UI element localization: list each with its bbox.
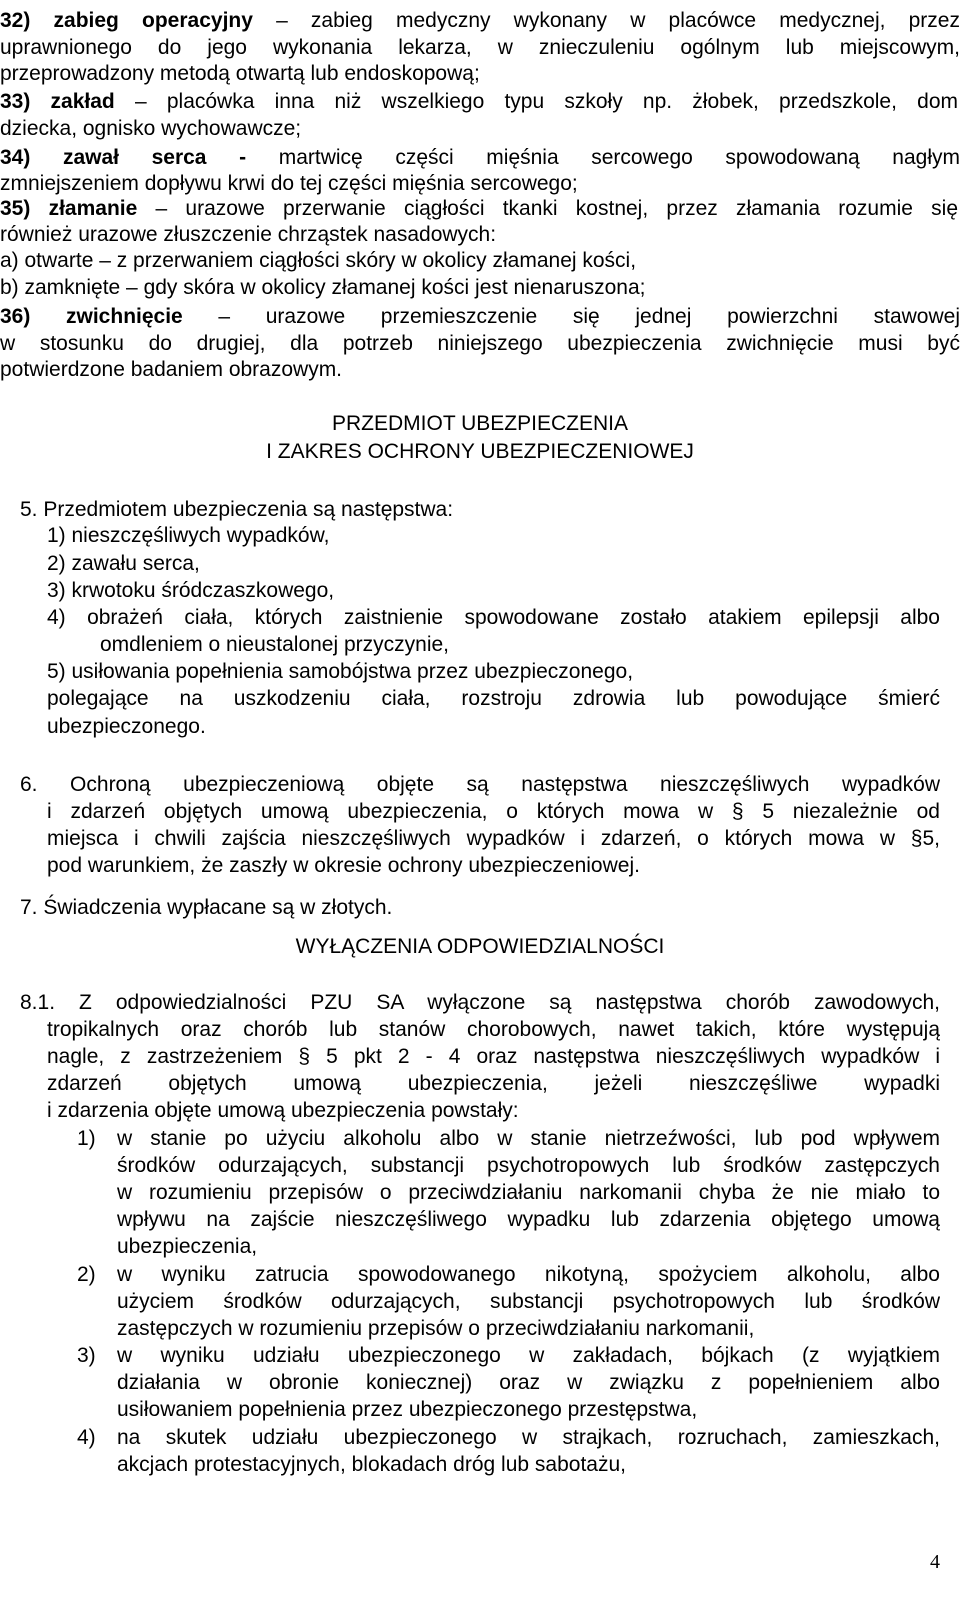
- s8-item-3-line1: w wyniku udziału ubezpieczonego w zakładach, bójkach (z wyjątkiem: [117, 1344, 940, 1367]
- def-36-line2: w stosunku do drugiej, dla potrzeb niniejszego ubezpieczenia zwichnięcie musi być: [0, 332, 960, 355]
- s5-item-5: 5) usiłowania popełnienia samobójstwa przez ubezpieczonego,: [47, 660, 634, 683]
- s8-item-4-line1: na skutek udziału ubezpieczonego w strajkach, rozruchach, zamieszkach,: [117, 1426, 940, 1449]
- s8-line5: i zdarzenia objęte umową ubezpieczenia powstały:: [47, 1099, 519, 1122]
- s5-item-1: 1) nieszczęśliwych wypadków,: [47, 524, 330, 547]
- s8-item-4-num: 4): [77, 1426, 96, 1449]
- def-34-line2: zmniejszeniem dopływu krwi do tej części mięśnia sercowego;: [0, 172, 578, 195]
- s8-line4: zdarzeń objętych umową ubezpieczenia, jeżeli nieszczęśliwe wypadki: [47, 1072, 940, 1095]
- s8-item-3-line3: usiłowaniem popełnienia przez ubezpieczonego przestępstwa,: [117, 1398, 698, 1421]
- s5-intro: 5. Przedmiotem ubezpieczenia są następstwa:: [20, 498, 454, 521]
- s8-item-2-line1: w wyniku zatrucia spowodowanego nikotyną, spożyciem alkoholu, albo: [117, 1263, 940, 1286]
- s8-item-1-line4: wpływu na zajście nieszczęśliwego wypadku lub zdarzenia objętego umową: [117, 1208, 940, 1231]
- s8-line1: 8.1. Z odpowiedzialności PZU SA wyłączone są następstwa chorób zawodowych,: [20, 991, 940, 1014]
- s5-item-4: 4) obrażeń ciała, których zaistnienie spowodowane zostało atakiem epilepsji albo: [47, 606, 940, 629]
- s6-line2: i zdarzeń objętych umową ubezpieczenia, o których mowa w § 5 niezależnie od: [47, 800, 940, 823]
- def-33-line2: dziecka, ognisko wychowawcze;: [0, 117, 302, 140]
- def-32-line3: przeprowadzony metodą otwartą lub endoskopową;: [0, 62, 480, 85]
- s8-item-2-num: 2): [77, 1263, 96, 1286]
- def-36-line1: 36) zwichnięcie – urazowe przemieszczenie się jednej powierzchni stawowej: [0, 305, 960, 328]
- s8-item-3-line2: działania w obronie koniecznej) oraz w związku z popełnieniem albo: [117, 1371, 940, 1394]
- s8-item-2-line3: zastępczych w rozumieniu przepisów o przeciwdziałaniu narkomanii,: [117, 1317, 755, 1340]
- def-35-line1: 35) złamanie – urazowe przerwanie ciągłości tkanki kostnej, przez złamania rozumie się: [0, 197, 958, 220]
- def-35-line4: b) zamknięte – gdy skóra w okolicy złamanej kości jest nienaruszona;: [0, 276, 646, 299]
- s8-item-1-line3: w rozumieniu przepisów o przeciwdziałaniu narkomanii chyba że nie miało to: [117, 1181, 940, 1204]
- s8-item-1-line2: środków odurzających, substancji psychotropowych lub środków zastępczych: [117, 1154, 940, 1177]
- s5-tail-2: ubezpieczonego.: [47, 715, 206, 738]
- section-heading-wylaczenia: WYŁĄCZENIA ODPOWIEDZIALNOŚCI: [295, 935, 665, 958]
- s8-item-1-num: 1): [77, 1127, 96, 1150]
- s8-item-1-line5: ubezpieczenia,: [117, 1235, 258, 1258]
- s8-item-4-line2: akcjach protestacyjnych, blokadach dróg lub sabotażu,: [117, 1453, 626, 1476]
- s5-item-4-cont: omdleniem o nieustalonej przyczynie,: [100, 633, 450, 656]
- def-32-line1: 32) zabieg operacyjny – zabieg medyczny wykonany w placówce medycznej, przez: [0, 9, 960, 32]
- section-heading-przedmiot: PRZEDMIOT UBEZPIECZENIA: [332, 412, 628, 435]
- def-35-line2: również urazowe złuszczenie chrząstek nasadowych:: [0, 223, 497, 246]
- s8-item-2-line2: użyciem środków odurzających, substancji psychotropowych lub środków: [117, 1290, 940, 1313]
- s5-item-2: 2) zawału serca,: [47, 552, 200, 575]
- def-34-line1: 34) zawał serca - martwicę części mięśnia sercowego spowodowaną nagłym: [0, 146, 960, 169]
- s8-line3: nagle, z zastrzeżeniem § 5 pkt 2 - 4 oraz następstwa nieszczęśliwych wypadków i: [47, 1045, 940, 1068]
- s5-tail-1: polegające na uszkodzeniu ciała, rozstroju zdrowia lub powodujące śmierć: [47, 687, 940, 710]
- s5-item-3: 3) krwotoku śródczaszkowego,: [47, 579, 335, 602]
- s6-line1: 6. Ochroną ubezpieczeniową objęte są następstwa nieszczęśliwych wypadków: [20, 773, 940, 796]
- s8-item-1-line1: w stanie po użyciu alkoholu albo w stanie nietrzeźwości, lub pod wpływem: [117, 1127, 940, 1150]
- s6-line4: pod warunkiem, że zaszły w okresie ochrony ubezpieczeniowej.: [47, 854, 640, 877]
- section-heading-zakres: I ZAKRES OCHRONY UBEZPIECZENIOWEJ: [266, 440, 694, 463]
- page-number: 4: [930, 1551, 940, 1573]
- def-35-line3: a) otwarte – z przerwaniem ciągłości skóry w okolicy złamanej kości,: [0, 249, 637, 272]
- def-32-line2: uprawnionego do jego wykonania lekarza, w znieczuleniu ogólnym lub miejscowym,: [0, 36, 960, 59]
- s8-line2: tropikalnych oraz chorób lub stanów chorobowych, nawet takich, które występują: [47, 1018, 940, 1041]
- def-36-line3: potwierdzone badaniem obrazowym.: [0, 358, 343, 381]
- s7: 7. Świadczenia wypłacane są w złotych.: [20, 896, 393, 919]
- s6-line3: miejsca i chwili zajścia nieszczęśliwych wypadków i zdarzeń, o których mowa w §5,: [47, 827, 940, 850]
- def-33-line1: 33) zakład – placówka inna niż wszelkiego typu szkoły np. żłobek, przedszkole, dom: [0, 90, 958, 113]
- s8-item-3-num: 3): [77, 1344, 96, 1367]
